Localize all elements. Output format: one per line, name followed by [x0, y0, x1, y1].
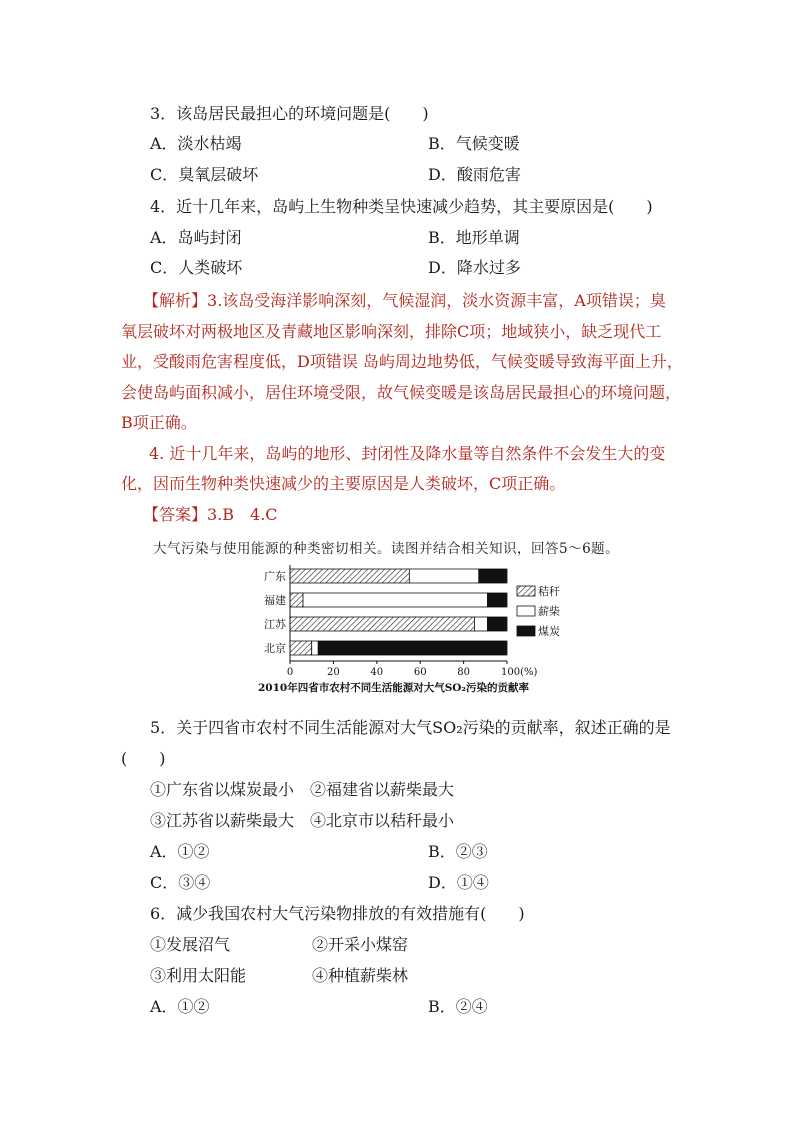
q3-option-d: D．酸雨危害 [428, 165, 521, 184]
answer-line [121, 500, 681, 531]
analysis-line-3: 业，受酸雨危害程度低，D项错误 岛屿周边地势低，气候变暖导致海平面上升， [121, 352, 683, 371]
bar-segment-煤炭 [318, 641, 507, 655]
q4-option-d: D．降水过多 [428, 258, 521, 277]
legend-label: 薪柴 [538, 605, 560, 618]
bar-segment-秸秆 [290, 641, 312, 655]
bar-segment-薪柴 [312, 641, 319, 655]
q6-stem: 6．减少我国农村大气污染物排放的有效措施有( ) [150, 904, 525, 923]
energy-pollution-chart [250, 562, 570, 710]
q4-option-b: B．地形单调 [428, 228, 520, 247]
category-label: 江苏 [264, 618, 286, 631]
q6-statement-3: ③利用太阳能 [150, 966, 247, 985]
q3-option-b: B．气候变暖 [428, 134, 520, 153]
bar-segment-秸秆 [290, 617, 474, 631]
q4-option-a: A．岛屿封闭 [150, 228, 242, 247]
q6-statement-1: ①发展沼气 [150, 935, 231, 954]
analysis-line-6: 4. 近十几年来，岛屿的地形、封闭性及降水量等自然条件不会发生大的变 [149, 443, 666, 463]
bar-segment-煤炭 [487, 617, 507, 631]
analysis-line-1 [121, 286, 681, 317]
q5-stem-line-2: ( ) [121, 749, 166, 768]
x-tick-label: 60 [413, 667, 427, 678]
x-tick-label: 100(%) [501, 667, 538, 678]
analysis-line-7: 化，因而生物种类快速减少的主要原因是人类破坏，C项正确。 [121, 474, 566, 493]
category-label: 广东 [264, 570, 286, 583]
q4-option-c: C．人类破坏 [150, 258, 243, 277]
category-label: 福建 [264, 594, 286, 607]
q5-option-a: A．①② [150, 842, 210, 861]
answer-tag: 【答案】 [143, 504, 208, 524]
legend-label: 煤炭 [538, 625, 560, 638]
analysis-line-5: B项正确。 [121, 413, 197, 432]
bar-segment-秸秆 [290, 593, 303, 607]
x-tick-label: 80 [457, 667, 470, 678]
chart-caption: 2010年四省市农村不同生活能源对大气SO₂污染的贡献率 [257, 682, 530, 694]
q5-option-b: B．②③ [428, 842, 488, 861]
bar-segment-薪柴 [303, 593, 487, 607]
chart-intro: 大气污染与使用能源的种类密切相关。读图并结合相关知识，回答5～6题。 [153, 541, 620, 557]
bar-segment-煤炭 [487, 593, 507, 607]
legend-swatch-薪柴 [517, 606, 535, 616]
analysis-line-4: 会使岛屿面积减小，居住环境受限，故气候变暖是该岛居民最担心的环境问题， [121, 382, 682, 402]
legend-swatch-煤炭 [517, 626, 535, 636]
q3-option-c: C．臭氧层破坏 [150, 165, 259, 184]
q6-statement-2: ②开采小煤窑 [312, 935, 409, 954]
x-tick-label: 40 [370, 667, 384, 678]
bar-segment-薪柴 [409, 569, 478, 583]
q4-stem: 4．近十几年来，岛屿上生物种类呈快速减少趋势，其主要原因是( ) [150, 197, 653, 216]
chart-legend [517, 584, 560, 638]
legend-swatch-秸秆 [517, 586, 535, 596]
q6-option-a: A．①② [150, 997, 210, 1016]
bar-segment-煤炭 [479, 569, 507, 583]
q5-option-d: D．①④ [428, 873, 489, 892]
q3-option-a: A．淡水枯竭 [150, 134, 242, 153]
category-label: 北京 [264, 642, 286, 655]
q5-option-c: C．③④ [150, 873, 211, 892]
answer-text: 3.B 4.C [207, 504, 278, 524]
analysis-block [121, 286, 681, 530]
chart-bars [290, 569, 507, 655]
legend-label: 秸秆 [538, 585, 560, 598]
q5-statements-2: ③江苏省以薪柴最大 ④北京市以秸秆最小 [150, 811, 455, 830]
q6-option-b: B．②④ [428, 997, 488, 1016]
q6-statement-4: ④种植薪柴林 [312, 966, 409, 985]
q5-stem-line-1: 5．关于四省市农村不同生活能源对大气SO₂污染的贡献率，叙述正确的是 [150, 718, 671, 737]
analysis-line-2: 氧层破坏对两极地区及青藏地区影响深刻，排除C项；地域狭小，缺乏现代工 [121, 321, 662, 341]
bar-segment-薪柴 [474, 617, 487, 631]
analysis-tag: 【解析】 [143, 291, 208, 310]
analysis-text: 3.该岛受海洋影响深刻，气候湿润，淡水资源丰富，A项错误；臭 [207, 291, 666, 310]
bar-segment-秸秆 [290, 569, 409, 583]
q3-stem: 3．该岛居民最担心的环境问题是( ) [150, 104, 429, 123]
q5-statements-1: ①广东省以煤炭最小 ②福建省以薪柴最大 [150, 780, 455, 799]
x-tick-label: 0 [286, 667, 294, 678]
x-tick-label: 20 [327, 667, 340, 678]
